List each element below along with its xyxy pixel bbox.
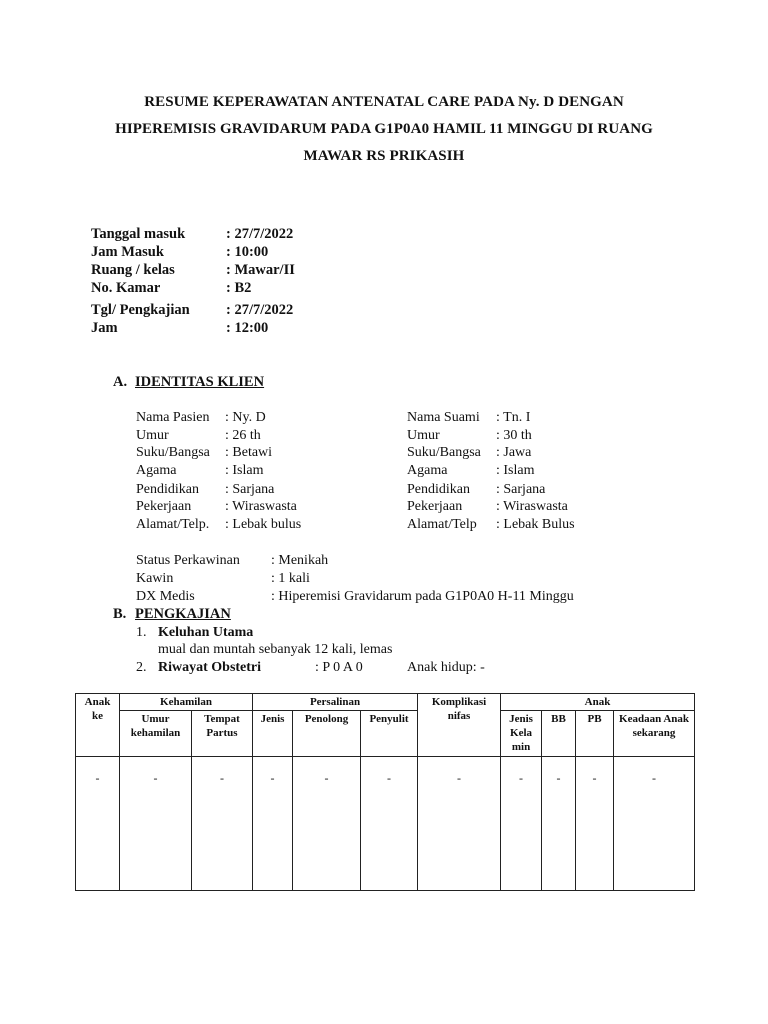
patient-label: Pekerjaan — [136, 499, 192, 514]
husband-value: : Islam — [496, 463, 535, 478]
header-anak: Anak — [501, 694, 695, 711]
table-cell: - — [418, 757, 501, 891]
table-cell: - — [192, 757, 253, 891]
husband-value: : Sarjana — [496, 482, 546, 497]
document-title-line-2: HIPEREMISIS GRAVIDARUM PADA G1P0A0 HAMIL 11 MINGGU DI RUANG — [115, 121, 653, 137]
patient-label: Alamat/Telp. — [136, 517, 210, 532]
complaint-text: mual dan muntah sebanyak 12 kali, lemas — [158, 642, 393, 657]
admission-label: Jam — [91, 320, 118, 336]
table-cell: - — [253, 757, 293, 891]
patient-label: Nama Pasien — [136, 410, 210, 425]
admission-value: : Mawar/II — [226, 262, 295, 278]
table-cell: - — [501, 757, 542, 891]
identity-row — [136, 409, 616, 427]
patient-label: Pendidikan — [136, 482, 199, 497]
patient-value: : Lebak bulus — [225, 517, 302, 532]
table-header-row — [76, 694, 695, 711]
patient-value: : 26 th — [225, 428, 261, 443]
status-value: : 1 kali — [271, 571, 310, 586]
table-row — [76, 757, 695, 891]
husband-label: Umur — [407, 428, 440, 443]
admission-value: : 10:00 — [226, 244, 269, 260]
admission-value: : 27/7/2022 — [226, 302, 294, 318]
admission-label: Ruang / kelas — [91, 262, 175, 278]
header-komplikasi-nifas: Komplikasi nifas — [418, 694, 501, 757]
status-label: Kawin — [136, 571, 174, 586]
husband-label: Alamat/Telp — [407, 517, 477, 532]
section-title: PENGKAJIAN — [135, 606, 231, 622]
header-keadaan-anak: Keadaan Anak sekarang — [614, 711, 695, 757]
status-label: DX Medis — [136, 589, 195, 604]
status-value: : Hiperemisi Gravidarum pada G1P0A0 H-11 Minggu — [271, 589, 574, 604]
identity-row — [136, 481, 616, 499]
status-value: : Menikah — [271, 553, 329, 568]
status-row-kawin — [136, 570, 616, 588]
admission-value: : B2 — [226, 280, 252, 296]
header-bb: BB — [542, 711, 576, 757]
husband-value: : Jawa — [496, 445, 532, 460]
section-letter: B. — [113, 606, 127, 622]
section-title: IDENTITAS KLIEN — [135, 374, 265, 390]
admission-label: Jam Masuk — [91, 244, 164, 260]
husband-label: Agama — [407, 463, 448, 478]
patient-label: Agama — [136, 463, 177, 478]
husband-value: : Wiraswasta — [496, 499, 568, 514]
husband-label: Pendidikan — [407, 482, 470, 497]
patient-value: : Ny. D — [225, 410, 266, 425]
keluhan-utama-text — [158, 641, 558, 659]
section-b-heading — [113, 605, 413, 623]
identity-row — [136, 427, 616, 445]
husband-label: Nama Suami — [407, 410, 480, 425]
obstetric-history-table — [75, 693, 695, 891]
patient-value: : Wiraswasta — [225, 499, 297, 514]
item-label: Keluhan Utama — [158, 625, 254, 640]
header-tempat-partus: Tempat Partus — [192, 711, 253, 757]
identity-row — [136, 498, 616, 516]
patient-value: : Sarjana — [225, 482, 275, 497]
patient-value: : Betawi — [225, 445, 273, 460]
admission-label: Tgl/ Pengkajian — [91, 302, 190, 318]
husband-value: : Lebak Bulus — [496, 517, 575, 532]
admission-value: : 27/7/2022 — [226, 226, 294, 242]
husband-value: : Tn. I — [496, 410, 531, 425]
patient-value: : Islam — [225, 463, 264, 478]
riwayat-obstetri-row — [136, 659, 556, 677]
table-cell: - — [120, 757, 192, 891]
patient-label: Suku/Bangsa — [136, 445, 210, 460]
header-penyulit: Penyulit — [361, 711, 418, 757]
table-cell: - — [542, 757, 576, 891]
status-label: Status Perkawinan — [136, 553, 240, 568]
husband-label: Suku/Bangsa — [407, 445, 481, 460]
obstetri-value: : P 0 A 0 — [315, 660, 363, 675]
item-label: Riwayat Obstetri — [158, 660, 262, 675]
table-cell: - — [361, 757, 418, 891]
header-umur-kehamilan: Umur kehamilan — [120, 711, 192, 757]
admission-value: : 12:00 — [226, 320, 269, 336]
header-penolong: Penolong — [293, 711, 361, 757]
patient-label: Umur — [136, 428, 169, 443]
anak-hidup: Anak hidup: - — [407, 660, 485, 675]
husband-label: Pekerjaan — [407, 499, 463, 514]
item-number: 1. — [136, 625, 147, 640]
header-anak-ke: Anak ke — [76, 694, 120, 757]
header-persalinan: Persalinan — [253, 694, 418, 711]
husband-value: : 30 th — [496, 428, 532, 443]
header-kehamilan: Kehamilan — [120, 694, 253, 711]
table-subheader-row — [76, 711, 695, 757]
section-letter: A. — [113, 374, 128, 390]
header-jenis: Jenis — [253, 711, 293, 757]
section-a-heading — [113, 373, 413, 391]
identity-row — [136, 444, 616, 462]
document-title-line-1: RESUME KEPERAWATAN ANTENATAL CARE PADA Ny. D DENGAN — [144, 94, 624, 110]
table-cell: - — [576, 757, 614, 891]
identity-row — [136, 462, 616, 480]
item-number: 2. — [136, 660, 147, 675]
header-pb: PB — [576, 711, 614, 757]
status-row-perkawinan — [136, 552, 616, 570]
header-jenis-kelamin: Jenis Kela min — [501, 711, 542, 757]
table-cell: - — [76, 757, 120, 891]
keluhan-utama-heading — [136, 624, 536, 642]
identity-row — [136, 516, 616, 534]
table-cell: - — [293, 757, 361, 891]
admission-label: No. Kamar — [91, 280, 161, 296]
document-title-line-3: MAWAR RS PRIKASIH — [303, 148, 465, 164]
status-row-dx-medis — [136, 588, 616, 606]
admission-label: Tanggal masuk — [91, 226, 186, 242]
table-cell: - — [614, 757, 695, 891]
